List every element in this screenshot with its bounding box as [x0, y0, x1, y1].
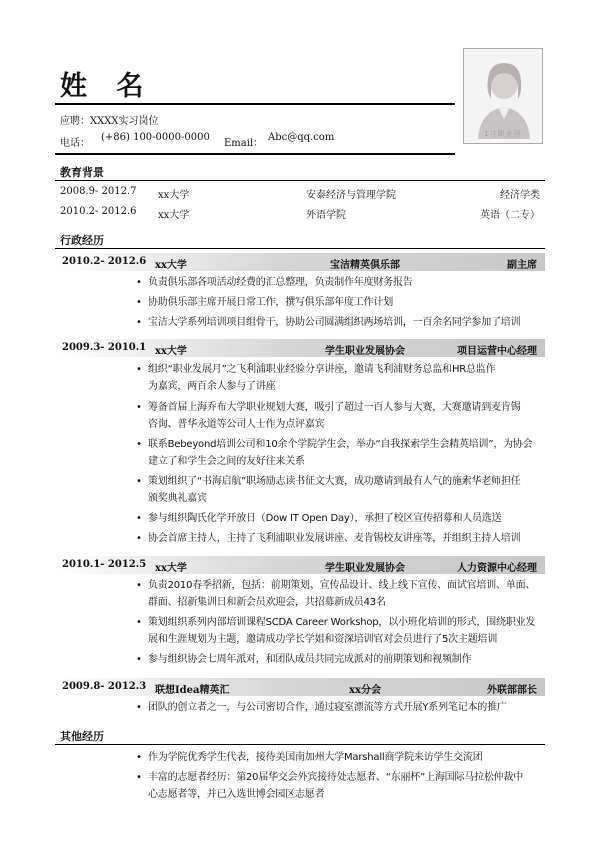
education-divider: [55, 180, 545, 181]
bullet-item: [136, 361, 548, 395]
admin-title: 行政经历: [60, 234, 104, 247]
bullet-line: 参与组织协会七周年派对，和团队成员共同完成派对的前期策划和视频制作: [148, 654, 472, 665]
bullet-line: 团队的创立者之一，与公司密切合作，通过寝室漂流等方式开展Y系列笔记本的推广: [148, 702, 507, 713]
bullet-line: 筹备首届上海乔布大学职业规划大赛，吸引了超过一百人参与大赛，大赛邀请到麦肯锡: [148, 402, 521, 413]
bullet-item: [136, 314, 548, 331]
bullet-line: 负责2010春季招新，包括：前期策划、宣传品设计、线上线下宣传、面试官培训、单面、: [148, 580, 536, 591]
bullet-line: 群面、招新集训日和新会员欢迎会，共招募新成员43名: [148, 597, 386, 608]
education-title: 教育背景: [60, 166, 104, 179]
bullet-item: [136, 530, 548, 547]
bullet-dot-icon: •: [136, 402, 142, 413]
bullet-item: [136, 274, 548, 291]
bullet-line: 组织“职业发展月”之飞利浦职业经验分享讲座，邀请飞利浦财务总监和HR总监作: [148, 364, 496, 375]
edu-date: 2008.9- 2012.7: [60, 186, 137, 197]
experience-header: [55, 339, 545, 357]
bullet-dot-icon: •: [136, 533, 142, 544]
bullet-line: 丰富的志愿者经历：第20届华交会外宾接待处志愿者、“东丽杯”上海国际马拉松仲裁中: [148, 772, 524, 783]
phone-value: (+86) 100-0000-0000: [101, 132, 210, 143]
other-divider: [55, 744, 545, 745]
experience-dept: 学生职业发展协会: [325, 346, 405, 357]
photo-caption: 1寸职业照: [484, 130, 522, 138]
edu-college: 安泰经济与管理学院: [306, 190, 396, 201]
experience-org: xx大学: [155, 346, 187, 357]
email-label: Email：: [224, 138, 264, 149]
experience-date: 2010.2- 2012.6: [62, 256, 147, 267]
experience-header: [55, 556, 545, 574]
bullet-line: 作为学院优秀学生代表，接待美国南加州大学Marshall商学院来访学生交流团: [148, 752, 483, 763]
bullet-dot-icon: •: [136, 317, 142, 328]
bullet-dot-icon: •: [136, 439, 142, 450]
position-applied: 应聘：XXXX实习岗位: [60, 116, 159, 127]
bullet-dot-icon: •: [136, 513, 142, 524]
bullet-line: 负责俱乐部各项活动经费的汇总整理，负责制作年度财务报告: [148, 277, 413, 288]
bullet-item: [136, 473, 548, 507]
bullet-line: 协会首席主持人，主持了飞利浦职业发展讲座、麦肯锡校友讲座等，并组织主持人培训: [148, 533, 521, 544]
bullet-item: [136, 749, 548, 766]
edu-school: xx大学: [158, 210, 190, 221]
bullet-dot-icon: •: [136, 476, 142, 487]
bullet-line: 策划组织系列内部培训课程SCDA Career Workshop，以小班化培训的形式，围绕职业发: [148, 617, 536, 628]
other-title: 其他经历: [60, 730, 104, 743]
experience-org: xx大学: [155, 260, 187, 271]
experience-header: [55, 678, 545, 696]
experience-dept: 学生职业发展协会: [325, 563, 405, 574]
experience-org: xx大学: [155, 563, 187, 574]
bullet-line: 宝洁大学系列培训项目组骨干，协助公司圆满组织两场培训，一百余名同学参加了培训: [148, 317, 521, 328]
header-divider-top: [55, 103, 455, 105]
experience-org: 联想Idea精英汇: [155, 685, 230, 696]
bullet-line: 为嘉宾，两百余人参与了讲座: [148, 381, 276, 392]
bullet-item: [136, 399, 548, 433]
bullet-line: 颁奖典礼嘉宾: [148, 493, 207, 504]
bullet-dot-icon: •: [136, 752, 142, 763]
bullet-line: 协助俱乐部主席开展日常工作，撰写俱乐部年度工作计划: [148, 297, 393, 308]
bullet-item: [136, 614, 548, 648]
profile-photo: [463, 48, 543, 144]
bullet-dot-icon: •: [136, 772, 142, 783]
bullet-dot-icon: •: [136, 654, 142, 665]
experience-date: 2009.8- 2012.3: [62, 681, 147, 692]
edu-date: 2010.2- 2012.6: [60, 206, 137, 217]
bullet-dot-icon: •: [136, 364, 142, 375]
bullet-dot-icon: •: [136, 297, 142, 308]
bullet-item: [136, 651, 548, 668]
edu-degree: 经济学类: [500, 190, 540, 201]
applicant-name: 姓 名: [60, 71, 154, 102]
experience-role: 副主席: [507, 260, 537, 271]
email-value: Abc@qq.com: [268, 132, 335, 143]
experience-role: 人力资源中心经理: [457, 563, 537, 574]
bullet-line: 策划组织了“书海启航”职场励志读书征文大赛，成功邀请到最有人气的施索华老师担任: [148, 476, 521, 487]
education-row: [60, 206, 540, 220]
experience-dept: xx分会: [349, 685, 381, 696]
edu-school: xx大学: [158, 190, 190, 201]
bullet-item: [136, 510, 548, 527]
bullet-line: 展和生涯规划为主题，邀请成功学长学姐和资深培训官对会员进行了5次主题培训: [148, 634, 498, 645]
bullet-dot-icon: •: [136, 277, 142, 288]
education-row: [60, 186, 540, 200]
edu-college: 外语学院: [306, 210, 346, 221]
experience-role: 外联部部长: [487, 685, 537, 696]
admin-divider: [55, 248, 545, 249]
bullet-line: 咨询、普华永道等公司人士作为点评嘉宾: [148, 419, 325, 430]
experience-date: 2009.3- 2010.1: [62, 342, 147, 353]
bullet-item: [136, 436, 548, 470]
bullet-item: [136, 577, 548, 611]
phone-label: 电话：: [60, 138, 90, 149]
bullet-item: [136, 769, 548, 803]
bullet-line: 心志愿者等，并已入选世博会园区志愿者: [148, 789, 325, 800]
bullet-line: 建立了和学生会之间的友好往来关系: [148, 456, 305, 467]
bullet-item: [136, 699, 548, 716]
bullet-dot-icon: •: [136, 617, 142, 628]
bullet-line: 参与组织陶氏化学开放日（Dow IT Open Day），承担了校区宣传招募和人员选送: [148, 513, 502, 524]
edu-degree: 英语（二专）: [480, 210, 540, 221]
experience-header: [55, 253, 545, 271]
bullet-dot-icon: •: [136, 702, 142, 713]
experience-dept: 宝洁精英俱乐部: [330, 260, 400, 271]
bullet-dot-icon: •: [136, 580, 142, 591]
experience-date: 2010.1- 2012.5: [62, 559, 147, 570]
bullet-item: [136, 294, 548, 311]
experience-role: 项目运营中心经理: [457, 346, 537, 357]
bullet-line: 联系Bebeyond培训公司和10余个学院学生会，举办“自我探索学生会精英培训”，为协会: [148, 439, 533, 450]
header-divider-bottom: [55, 153, 455, 155]
